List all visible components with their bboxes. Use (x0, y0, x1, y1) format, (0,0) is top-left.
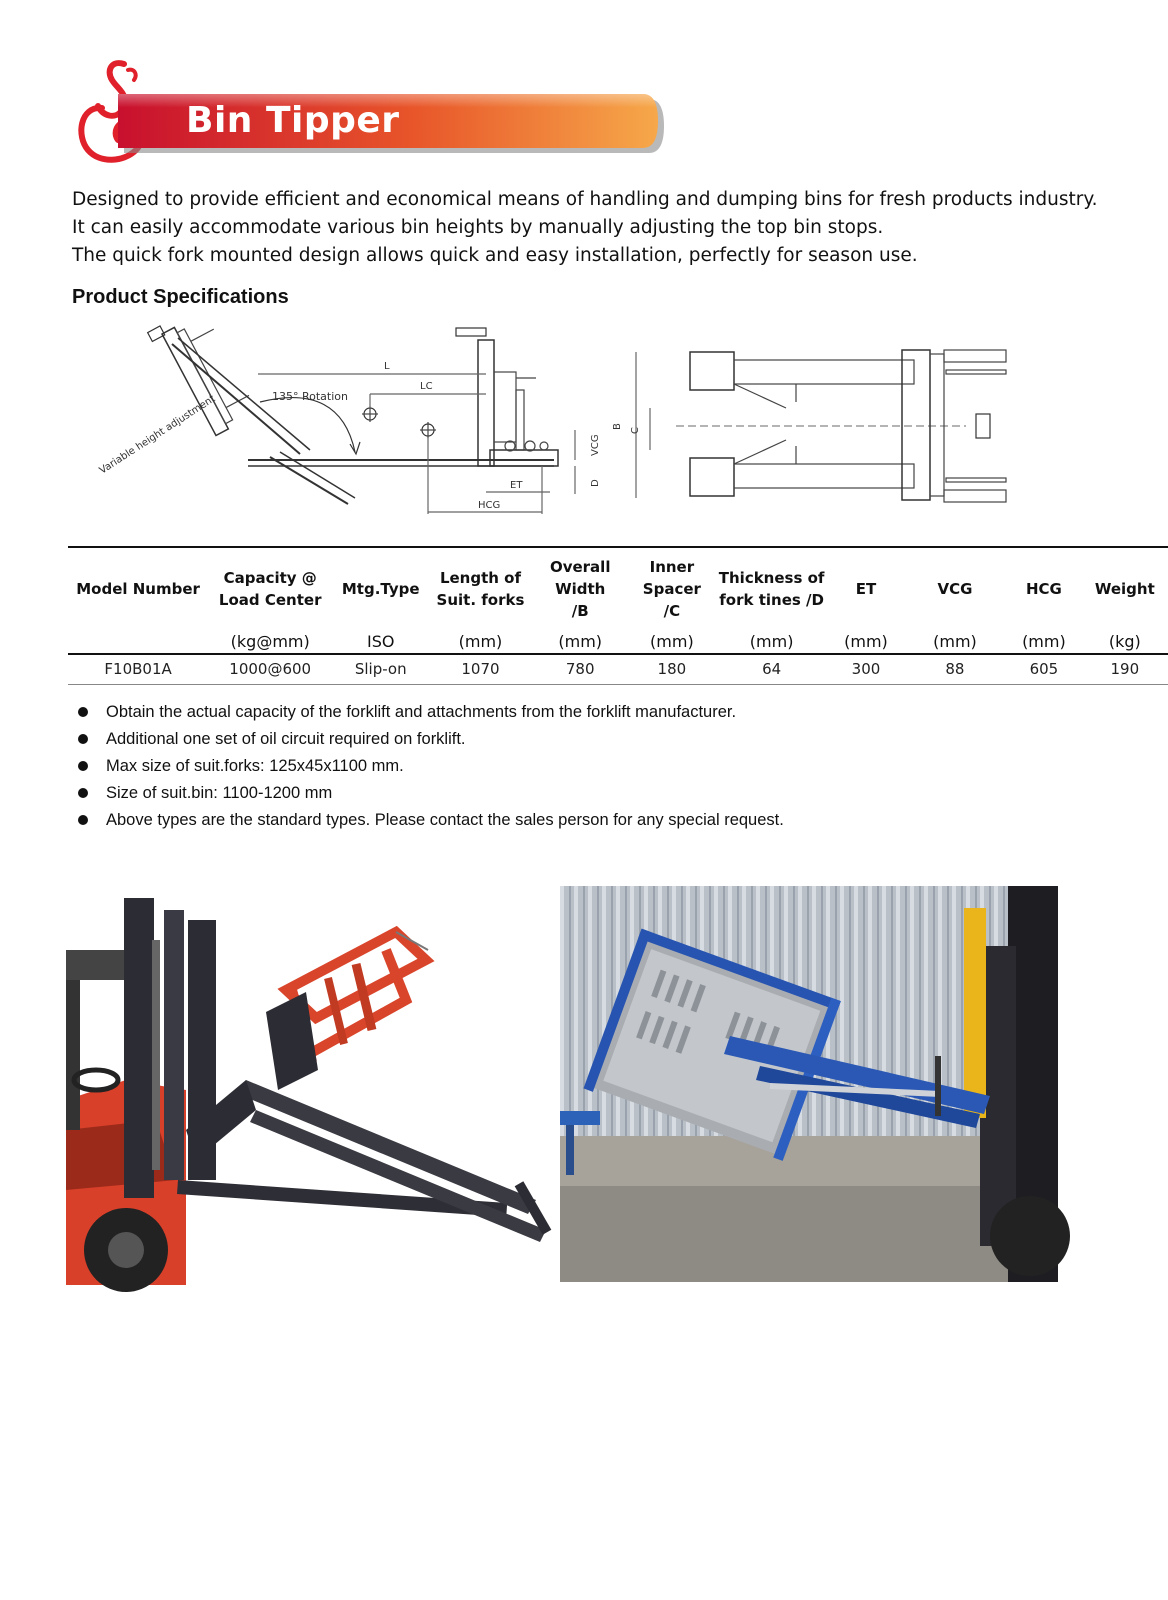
cell-inner-spacer: 180 (629, 654, 715, 685)
intro-line: Designed to provide efficient and economical means of handling and dumping bins for fresh products industry. (72, 189, 1098, 210)
dim-label-C: C (630, 427, 641, 434)
unit-cell: (mm) (828, 630, 903, 654)
list-item: Obtain the actual capacity of the forklift and attachments from the forklift manufacturer. (78, 700, 1118, 727)
table-header-row (68, 547, 1168, 630)
notes-list (78, 700, 1118, 835)
unit-cell: (mm) (629, 630, 715, 654)
intro-line: It can easily accommodate various bin heights by manually adjusting the top bin stops. (72, 217, 884, 238)
dim-label-ET: ET (510, 480, 523, 491)
dim-label-L: L (384, 361, 390, 372)
cell-et: 300 (828, 654, 903, 685)
col-header-weight: Weight (1082, 547, 1168, 630)
col-header-vcg: VCG (904, 547, 1006, 630)
dim-label-D: D (590, 479, 601, 487)
list-item: Additional one set of oil circuit required on forklift. (78, 727, 1118, 754)
cell-model: F10B01A (68, 654, 208, 685)
cell-thickness: 64 (715, 654, 828, 685)
list-item: Size of suit.bin: 1100-1200 mm (78, 781, 1118, 808)
intro-text (72, 186, 1112, 270)
dim-label-HCG: HCG (478, 500, 501, 511)
cell-length: 1070 (429, 654, 531, 685)
table-row (68, 654, 1168, 685)
unit-cell: (kg@mm) (208, 630, 332, 654)
unit-cell: (mm) (1006, 630, 1081, 654)
dim-label-LC: LC (420, 381, 433, 392)
col-header-et: ET (828, 547, 903, 630)
unit-cell: (mm) (532, 630, 629, 654)
bullet-icon (78, 707, 88, 717)
cell-capacity: 1000@600 (208, 654, 332, 685)
list-item: Max size of suit.forks: 125x45x1100 mm. (78, 754, 1118, 781)
unit-cell (68, 630, 208, 654)
intro-line: The quick fork mounted design allows quick and easy installation, perfectly for season use. (72, 245, 918, 266)
product-photo-forklift (66, 880, 558, 1285)
unit-cell: ISO (332, 630, 429, 654)
unit-cell: (mm) (429, 630, 531, 654)
cell-weight: 190 (1082, 654, 1168, 685)
unit-cell: (kg) (1082, 630, 1168, 654)
rotation-label: 135° Rotation (272, 390, 348, 403)
cell-hcg: 605 (1006, 654, 1081, 685)
bullet-icon (78, 815, 88, 825)
col-header-capacity: Capacity @ Load Center (208, 547, 332, 630)
col-header-length: Length of Suit. forks (429, 547, 531, 630)
col-header-overall-width: Overall Width /B (532, 547, 629, 630)
list-item: Above types are the standard types. Please contact the sales person for any special request. (78, 808, 1118, 835)
col-header-inner-spacer: Inner Spacer /C (629, 547, 715, 630)
cell-mtg-type: Slip-on (332, 654, 429, 685)
col-header-hcg: HCG (1006, 547, 1081, 630)
unit-cell: (mm) (715, 630, 828, 654)
product-photo-bin-tipper (560, 886, 1058, 1282)
col-header-mtg-type: Mtg.Type (332, 547, 429, 630)
tilted-frame (148, 304, 259, 441)
bullet-icon (78, 788, 88, 798)
unit-cell: (mm) (904, 630, 1006, 654)
dim-label-B: B (612, 423, 623, 430)
variable-height-label: Variable height adjustment (97, 393, 218, 477)
side-view-diagram (70, 322, 630, 532)
top-view-diagram (612, 340, 1040, 515)
bullet-icon (78, 734, 88, 744)
bullet-icon (78, 761, 88, 771)
page-title: Bin Tipper (186, 100, 400, 141)
cell-overall-width: 780 (532, 654, 629, 685)
dim-label-vcg: VCG (590, 434, 601, 456)
cell-vcg: 88 (904, 654, 1006, 685)
spec-table (68, 546, 1168, 685)
table-units-row (68, 630, 1168, 654)
col-header-model: Model Number (68, 547, 208, 630)
section-heading: Product Specifications (72, 286, 289, 308)
col-header-thickness: Thickness of fork tines /D (715, 547, 828, 630)
